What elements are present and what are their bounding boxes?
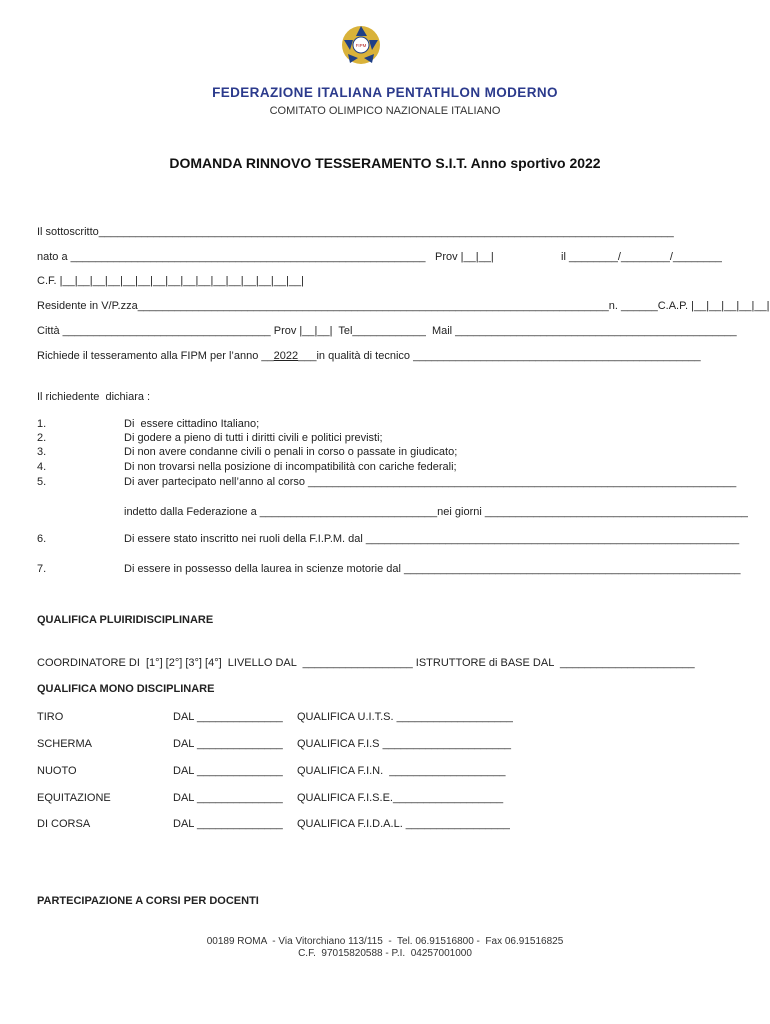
committee-name: COMITATO OLIMPICO NAZIONALE ITALIANO <box>269 105 501 117</box>
field-qualifica[interactable]: QUALIFICA F.I.S.E.__________________ <box>297 792 504 804</box>
sport-label: DI CORSA <box>37 818 91 830</box>
field-residente[interactable]: Residente in V/P.zza_____________________________________________________________________________n. ______C.A.P. |__|__|__|__|__| <box>37 300 770 312</box>
field-nato-a[interactable]: nato a __________________________________________________________ <box>37 251 426 263</box>
declaration-num: 7. <box>37 563 47 575</box>
declaration-text: Di godere a pieno di tutti i diritti civili e politici previsti; <box>124 432 383 444</box>
org-name: FEDERAZIONE ITALIANA PENTATHLON MODERNO <box>212 85 558 100</box>
field-qualifica[interactable]: QUALIFICA F.I.N. ___________________ <box>297 765 506 777</box>
field-corso[interactable]: Di aver partecipato nell’anno al corso ______________________________________________________________________ <box>124 476 737 488</box>
declaration-num: 3. <box>37 446 47 458</box>
sport-label: NUOTO <box>37 765 77 777</box>
footer-address: 00189 ROMA - Via Vitorchiano 113/115 - Tel. 06.91516800 - Fax 06.91516825 <box>206 936 564 947</box>
sport-label: EQUITAZIONE <box>37 792 111 804</box>
richiede-prefix: Richiede il tesseramento alla FIPM per l’anno __ <box>37 350 274 362</box>
declaration-text: Di non trovarsi nella posizione di incompatibilità con cariche federali; <box>124 461 457 473</box>
declaration-num: 1. <box>37 418 47 430</box>
sport-label: SCHERMA <box>37 738 93 750</box>
field-dal[interactable]: DAL ______________ <box>173 765 283 777</box>
declaration-num: 2. <box>37 432 47 444</box>
field-richiede[interactable] <box>37 350 701 362</box>
sport-label: TIRO <box>37 711 64 723</box>
field-ruoli-fipm[interactable]: Di essere stato inscritto nei ruoli della F.I.P.M. dal _____________________________________________________________ <box>124 533 740 545</box>
field-dal[interactable]: DAL ______________ <box>173 792 283 804</box>
declaration-num: 5. <box>37 476 47 488</box>
field-dal[interactable]: DAL ______________ <box>173 711 283 723</box>
declaration-num: 6. <box>37 533 47 545</box>
field-dal[interactable]: DAL ______________ <box>173 818 283 830</box>
richiede-year: 2022 <box>273 350 299 362</box>
field-qualifica[interactable]: QUALIFICA U.I.T.S. ___________________ <box>297 711 513 723</box>
field-dal[interactable]: DAL ______________ <box>173 738 283 750</box>
footer-tax-ids: C.F. 97015820588 - P.I. 04257001000 <box>298 948 472 959</box>
logo-emblem <box>342 26 380 64</box>
qualifica-pluri-heading: QUALIFICA PLUIRIDISCIPLINARE <box>37 614 214 626</box>
corsi-heading: PARTECIPAZIONE A CORSI PER DOCENTI <box>37 895 259 907</box>
declaration-text: Di non avere condanne civili o penali in corso o passate in giudicato; <box>124 446 458 458</box>
declaration-num: 4. <box>37 461 47 473</box>
federation-logo <box>336 22 386 68</box>
declaration-text: Di essere cittadino Italiano; <box>124 418 260 430</box>
field-indetto[interactable]: indetto dalla Federazione a _____________________________nei giorni ___________________________________________ <box>124 506 748 518</box>
field-laurea[interactable]: Di essere in possesso della laurea in scienze motorie dal _______________________________________________________ <box>124 563 741 575</box>
field-citta[interactable]: Città __________________________________ Prov |__|__| Tel____________ Mail ______________________________________________ <box>37 325 737 337</box>
qualifica-mono-heading: QUALIFICA MONO DISCIPLINARE <box>37 683 215 695</box>
field-codice-fiscale[interactable]: C.F. |__|__|__|__|__|__|__|__|__|__|__|__|__|__|__|__| <box>37 275 304 287</box>
field-data-nascita[interactable]: il ________/________/________ <box>561 251 722 263</box>
field-qualifica[interactable]: QUALIFICA F.I.S _____________________ <box>297 738 512 750</box>
svg-text:FIPM: FIPM <box>355 43 367 48</box>
field-prov-nascita[interactable]: Prov |__|__| <box>435 251 494 263</box>
richiede-suffix: ___in qualità di tecnico _______________________________________________ <box>298 350 701 362</box>
page-title: DOMANDA RINNOVO TESSERAMENTO S.I.T. Anno sportivo 2022 <box>169 155 601 171</box>
field-coordinatore[interactable]: COORDINATORE DI [1°] [2°] [3°] [4°] LIVELLO DAL __________________ ISTRUTTORE di BASE DAL ______________________ <box>37 657 695 669</box>
field-qualifica[interactable]: QUALIFICA F.I.D.A.L. _________________ <box>297 818 510 830</box>
dichiara-label: Il richiedente dichiara : <box>37 391 151 403</box>
field-sottoscritto[interactable]: Il sottoscritto______________________________________________________________________________________________ <box>37 226 674 238</box>
